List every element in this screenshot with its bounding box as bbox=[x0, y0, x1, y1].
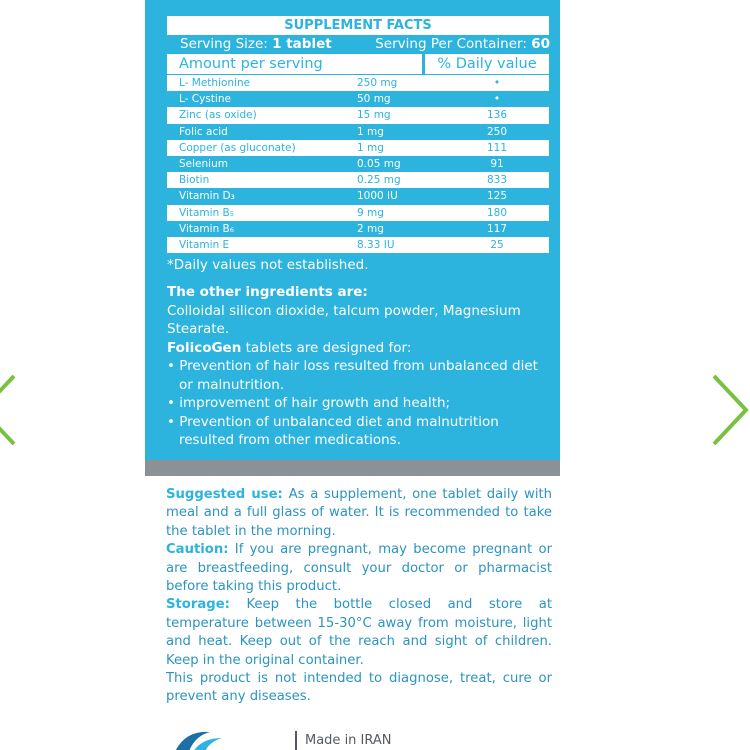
nutrient-row bbox=[167, 205, 549, 221]
nutrient-amount: 0.25 mg bbox=[357, 174, 401, 187]
facts-title: SUPPLEMENT FACTS bbox=[167, 16, 549, 35]
nutrient-amount: 250 mg bbox=[357, 77, 398, 89]
nutrient-name: Folic acid bbox=[179, 125, 228, 138]
previous-image-button[interactable] bbox=[0, 370, 40, 450]
nutrient-daily: 111 bbox=[486, 141, 508, 154]
nutrient-amount: 9 mg bbox=[357, 206, 384, 219]
nutrient-row bbox=[167, 91, 549, 107]
daily-value-header: % Daily value bbox=[425, 54, 549, 74]
storage: Storage: Keep the bottle closed and store at temperature between 15-30°C away from moisture, light and heat. Keep out of the reach and sight of children. Keep in the original container. bbox=[166, 597, 552, 668]
nutrient-daily: 833 bbox=[486, 174, 508, 187]
nutrient-amount: 1 mg bbox=[357, 141, 384, 154]
nutrient-row bbox=[167, 140, 549, 156]
designed-for-line: FolicoGen tablets are designed for: bbox=[167, 339, 412, 356]
nutrient-name: Zinc (as oxide) bbox=[179, 109, 257, 122]
nutrient-name: Vitamin E bbox=[179, 238, 230, 251]
facts-panel bbox=[145, 0, 560, 460]
nutrient-amount: 0.05 mg bbox=[357, 157, 401, 170]
serving-row bbox=[180, 34, 550, 54]
nutrient-amount: 8.33 IU bbox=[357, 238, 395, 251]
nutrient-row bbox=[167, 156, 549, 172]
facts-header-row bbox=[167, 54, 549, 74]
nutrient-amount: 50 mg bbox=[357, 93, 391, 106]
disclaimer: This product is not intended to diagnose, treat, cure or prevent any diseases. bbox=[166, 671, 552, 705]
product-box-image bbox=[145, 0, 560, 750]
nutrient-row bbox=[167, 75, 549, 91]
nutrient-daily: 125 bbox=[486, 190, 508, 203]
nutrient-daily: 91 bbox=[490, 157, 504, 170]
next-image-button[interactable] bbox=[710, 370, 750, 450]
nutrient-row bbox=[167, 188, 549, 204]
nutrient-row bbox=[167, 172, 549, 188]
nutrient-name: L- Cystine bbox=[179, 93, 231, 106]
benefit-list bbox=[167, 357, 552, 450]
benefit-item: • improvement of hair growth and health; bbox=[167, 395, 451, 411]
nutrient-daily: • bbox=[493, 77, 501, 89]
wave-logo-icon bbox=[170, 724, 240, 750]
nutrient-name: Vitamin B₆ bbox=[179, 222, 234, 235]
nutrient-row bbox=[167, 237, 549, 253]
ingredients-text: Colloidal silicon dioxide, talcum powder, Magnesium Stearate. bbox=[167, 302, 521, 337]
serving-size: Serving Size: 1 tablet bbox=[180, 36, 332, 52]
nutrient-daily: 25 bbox=[490, 238, 504, 251]
nutrient-daily: • bbox=[493, 93, 501, 106]
nutrient-amount: 15 mg bbox=[357, 109, 391, 122]
gray-band bbox=[145, 460, 560, 476]
nutrient-amount: 1 mg bbox=[357, 125, 384, 138]
benefit-item: • Prevention of hair loss resulted from unbalanced diet or malnutrition. bbox=[167, 358, 538, 393]
usage-panel bbox=[145, 476, 560, 750]
nutrient-name: Vitamin D₃ bbox=[179, 190, 235, 203]
usage-text bbox=[166, 486, 552, 707]
made-in-label: Made in IRAN bbox=[295, 731, 392, 750]
nutrient-name: Biotin bbox=[179, 174, 210, 187]
nutrient-name: Selenium bbox=[179, 157, 228, 170]
chevron-right-icon bbox=[710, 435, 750, 454]
facts-footnote: *Daily values not established. bbox=[167, 257, 369, 273]
nutrient-daily: 180 bbox=[486, 206, 508, 219]
servings-per-container: Serving Per Container: 60 bbox=[375, 36, 550, 52]
benefit-item: • Prevention of unbalanced diet and malnutrition resulted from other medications. bbox=[167, 413, 499, 448]
nutrient-daily: 136 bbox=[486, 109, 508, 122]
chevron-left-icon bbox=[0, 435, 40, 454]
nutrient-daily: 117 bbox=[486, 222, 508, 235]
nutrient-row bbox=[167, 124, 549, 140]
nutrient-row bbox=[167, 107, 549, 123]
nutrient-amount: 2 mg bbox=[357, 222, 384, 235]
nutrient-row bbox=[167, 221, 549, 237]
caution: Caution: If you are pregnant, may become pregnant or are breastfeeding, consult your doctor or pharmacist before taking this product. bbox=[166, 542, 552, 595]
nutrient-amount: 1000 IU bbox=[357, 190, 398, 203]
nutrient-name: L- Methionine bbox=[179, 77, 251, 89]
nutrient-name: Copper (as gluconate) bbox=[179, 141, 296, 154]
ingredients-section bbox=[167, 283, 552, 450]
ingredients-heading: The other ingredients are: bbox=[167, 284, 368, 300]
nutrient-name: Vitamin B₅ bbox=[179, 206, 234, 219]
amount-header: Amount per serving bbox=[167, 54, 422, 74]
nutrient-table bbox=[167, 75, 549, 253]
suggested-use: Suggested use: As a supplement, one tablet daily with meal and a full glass of water. It is recommended to take the tablet in the morning. bbox=[166, 487, 553, 539]
nutrient-daily: 250 bbox=[486, 125, 508, 138]
